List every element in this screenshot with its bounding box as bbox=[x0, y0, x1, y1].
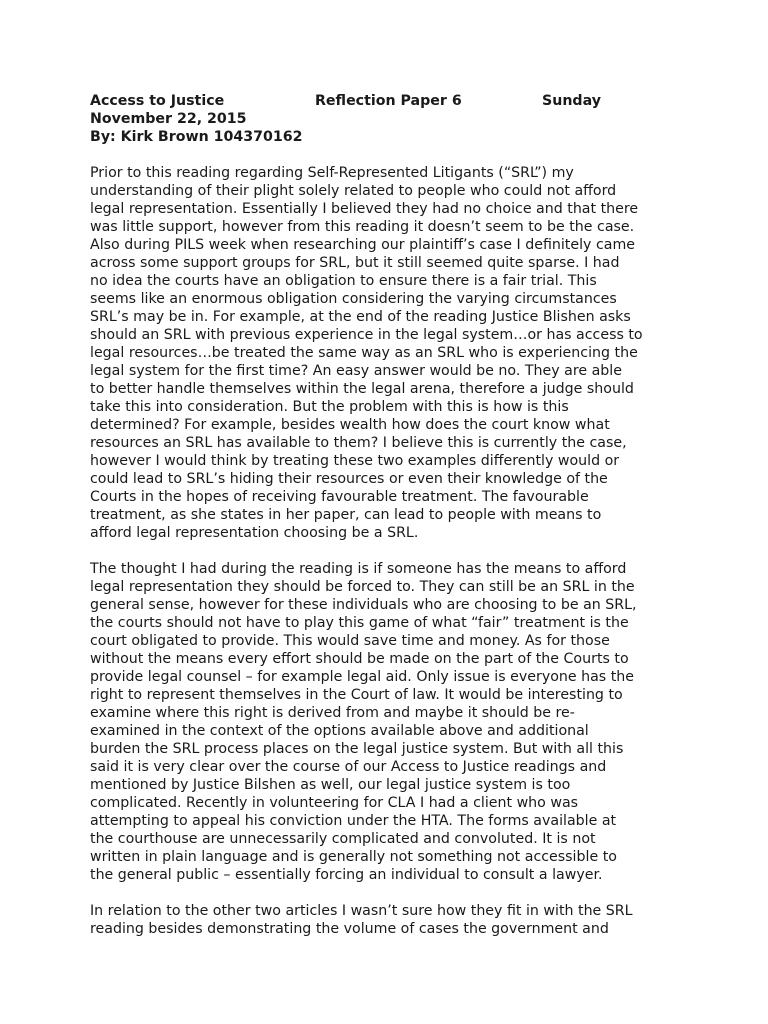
paragraph-line: mentioned by Justice Bilshen as well, our legal justice system is too bbox=[90, 777, 571, 793]
paragraph-line: the courts should not have to play this game of what “fair” treatment is the bbox=[90, 615, 629, 631]
paragraph-line: to better handle themselves within the legal arena, therefore a judge should bbox=[90, 381, 634, 397]
paragraph-line: written in plain language and is generally not something not accessible to bbox=[90, 849, 617, 865]
paragraph-line: across some support groups for SRL, but it still seemed quite sparse. I had bbox=[90, 255, 620, 271]
paragraphs bbox=[90, 164, 690, 938]
paragraph-line: take this into consideration. But the problem with this is how is this bbox=[90, 399, 569, 415]
paragraph bbox=[90, 560, 690, 884]
paragraph-line: The thought I had during the reading is if someone has the means to afford bbox=[90, 561, 627, 577]
header-title-line bbox=[90, 92, 690, 110]
paragraph-line: examined in the context of the options available above and additional bbox=[90, 723, 589, 739]
paragraph-line: legal representation. Essentially I believed they had no choice and that there bbox=[90, 201, 639, 217]
paper-title: Reflection Paper 6 bbox=[315, 93, 462, 109]
paragraph-line: In relation to the other two articles I wasn’t sure how they fit in with the SRL bbox=[90, 903, 633, 919]
paragraph-line: attempting to appeal his conviction under the HTA. The forms available at bbox=[90, 813, 617, 829]
paragraph bbox=[90, 164, 690, 542]
paragraph-line: was little support, however from this reading it doesn’t seem to be the case. bbox=[90, 219, 635, 235]
paragraph-line: right to represent themselves in the Court of law. It would be interesting to bbox=[90, 687, 623, 703]
paragraph-line: understanding of their plight solely related to people who could not afford bbox=[90, 183, 617, 199]
document-body bbox=[90, 92, 690, 938]
paragraph-line: legal representation they should be forced to. They can still be an SRL in the bbox=[90, 579, 635, 595]
paragraph bbox=[90, 902, 690, 938]
paragraph-line: SRL’s may be in. For example, at the end of the reading Justice Blishen asks bbox=[90, 309, 631, 325]
paragraph-line: the courthouse are unnecessarily complicated and convoluted. It is not bbox=[90, 831, 596, 847]
paragraph-line: legal resources…be treated the same way as an SRL who is experiencing the bbox=[90, 345, 638, 361]
paragraph-line: treatment, as she states in her paper, can lead to people with means to bbox=[90, 507, 602, 523]
paragraph-line: Prior to this reading regarding Self-Represented Litigants (“SRL”) my bbox=[90, 165, 574, 181]
paragraph-line: could lead to SRL’s hiding their resources or even their knowledge of the bbox=[90, 471, 608, 487]
course-title: Access to Justice bbox=[90, 93, 225, 109]
paragraph-line: provide legal counsel – for example legal aid. Only issue is everyone has the bbox=[90, 669, 634, 685]
paragraph-line: Courts in the hopes of receiving favourable treatment. The favourable bbox=[90, 489, 589, 505]
paragraph-line: legal system for the first time? An easy answer would be no. They are able bbox=[90, 363, 622, 379]
paragraph-line: examine where this right is derived from and maybe it should be re- bbox=[90, 705, 575, 721]
paragraph-line: resources an SRL has available to them? I believe this is currently the case, bbox=[90, 435, 627, 451]
paragraph-line: said it is very clear over the course of our Access to Justice readings and bbox=[90, 759, 607, 775]
paragraph-line: however I would think by treating these two examples differently would or bbox=[90, 453, 620, 469]
paragraph-line: the general public – essentially forcing an individual to consult a lawyer. bbox=[90, 867, 603, 883]
paragraph-line: Also during PILS week when researching our plaintiff’s case I definitely came bbox=[90, 237, 635, 253]
paragraph-line: general sense, however for these individuals who are choosing to be an SRL, bbox=[90, 597, 637, 613]
paragraph-line: seems like an enormous obligation considering the varying circumstances bbox=[90, 291, 617, 307]
paragraph-line: complicated. Recently in volunteering for CLA I had a client who was bbox=[90, 795, 579, 811]
paragraph-line: without the means every effort should be made on the part of the Courts to bbox=[90, 651, 629, 667]
header-date-line bbox=[90, 110, 690, 128]
paragraph-line: court obligated to provide. This would save time and money. As for those bbox=[90, 633, 610, 649]
header-author: By: Kirk Brown 104370162 bbox=[90, 129, 303, 145]
header-author-line bbox=[90, 128, 690, 146]
paragraph-line: reading besides demonstrating the volume of cases the government and bbox=[90, 921, 609, 937]
paragraph-line: burden the SRL process places on the legal justice system. But with all this bbox=[90, 741, 624, 757]
paragraph-line: afford legal representation choosing be a SRL. bbox=[90, 525, 419, 541]
header-day: Sunday bbox=[542, 93, 601, 109]
paragraph-line: should an SRL with previous experience in the legal system…or has access to bbox=[90, 327, 643, 343]
paragraph-line: no idea the courts have an obligation to ensure there is a fair trial. This bbox=[90, 273, 597, 289]
paragraph-line: determined? For example, besides wealth how does the court know what bbox=[90, 417, 610, 433]
header-date: November 22, 2015 bbox=[90, 111, 247, 127]
